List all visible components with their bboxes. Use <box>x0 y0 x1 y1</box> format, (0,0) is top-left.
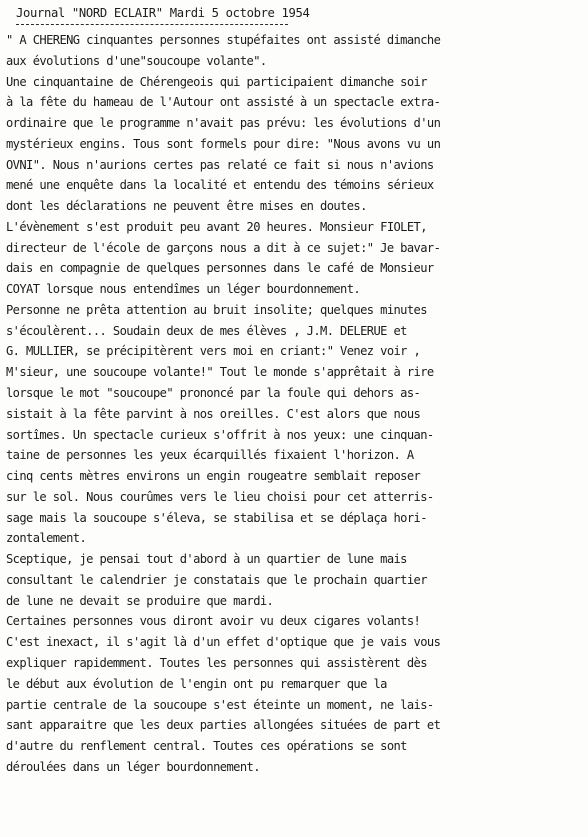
text-line: sur le sol. Nous courûmes vers le lieu choisi pour cet atterris- <box>6 489 434 504</box>
text-line: aux évolutions d'une"soucoupe volante". <box>6 53 267 68</box>
text-line: Certaines personnes vous diront avoir vu deux cigares volants! <box>6 614 421 629</box>
text-line: le début aux évolution de l'engin ont pu remarquer que la <box>6 676 387 691</box>
text-line: sage mais la soucoupe s'éleva, se stabilisa et se déplaça hori- <box>6 510 427 525</box>
text-line: d'autre du renflement central. Toutes ces opérations se sont <box>6 739 407 754</box>
text-line: zontalement. <box>6 531 87 546</box>
text-line: Personne ne prêta attention au bruit insolite; quelques minutes <box>6 302 427 317</box>
text-line: OVNI". Nous n'aurions certes pas relaté ce fait si nous n'avions <box>6 157 434 172</box>
text-line: s'écoulèrent... Soudain deux de mes élèves , J.M. DELERUE et <box>6 323 407 338</box>
text-line: consultant le calendrier je constatais que le prochain quartier <box>6 572 427 587</box>
text-line: cinq cents mètres environs un engin rougeatre semblait reposer <box>6 469 421 484</box>
text-line: déroulées dans un léger bourdonnement. <box>6 759 260 774</box>
article-body <box>6 30 584 778</box>
text-line: G. MULLIER, se précipitèrent vers moi en criant:" Venez voir , <box>6 344 421 359</box>
text-line: dais en compagnie de quelques personnes dans le café de Monsieur <box>6 261 434 276</box>
text-line: dont les déclarations ne peuvent être mises en doutes. <box>6 199 367 214</box>
text-line: taine de personnes les yeux écarquillés fixaient l'horizon. A <box>6 448 414 463</box>
text-line: C'est inexact, il s'agit là d'un effet d'optique que je vais vous <box>6 635 441 650</box>
text-line: Une cinquantaine de Chérengeois qui participaient dimanche soir <box>6 74 427 89</box>
text-line: Sceptique, je pensai tout d'abord à un quartier de lune mais <box>6 552 407 567</box>
text-line: sortîmes. Un spectacle curieux s'offrit à nos yeux: une cinquan- <box>6 427 434 442</box>
newspaper-header: Journal "NORD ECLAIR" Mardi 5 octobre 1954 <box>16 6 310 20</box>
text-line: sistait à la fête parvint à nos oreilles. C'est alors que nous <box>6 406 421 421</box>
text-line: expliquer rapidemment. Toutes les personnes qui assistèrent dès <box>6 655 427 670</box>
text-line: COYAT lorsque nous entendîmes un léger bourdonnement. <box>6 282 361 297</box>
text-line: mené une enquête dans la localité et entendu des témoins sérieux <box>6 178 434 193</box>
text-line: de lune ne devait se produire que mardi. <box>6 593 274 608</box>
text-line: mystérieux engins. Tous sont formels pour dire: "Nous avons vu un <box>6 136 441 151</box>
text-line: sant apparaitre que les deux parties allongées situées de part et <box>6 718 441 733</box>
text-line: lorsque le mot "soucoupe" prononcé par la foule qui dehors as- <box>6 386 421 401</box>
text-line: partie centrale de la soucoupe s'est éteinte un moment, ne lais- <box>6 697 434 712</box>
text-line: " A CHERENG cinquantes personnes stupéfaites ont assisté dimanche <box>6 33 441 47</box>
text-line: L'évènement s'est produit peu avant 20 heures. Monsieur FIOLET, <box>6 219 427 234</box>
text-line: à la fête du hameau de l'Autour ont assisté à un spectacle extra- <box>6 95 441 110</box>
text-line: directeur de l'école de garçons nous a dit à ce sujet:" Je bavar- <box>6 240 441 255</box>
text-line: M'sieur, une soucoupe volante!" Tout le monde s'apprêtait à rire <box>6 365 434 380</box>
header-dashed-underline <box>16 24 288 25</box>
text-line: ordinaire que le programme n'avait pas prévu: les évolutions d'un <box>6 116 441 131</box>
